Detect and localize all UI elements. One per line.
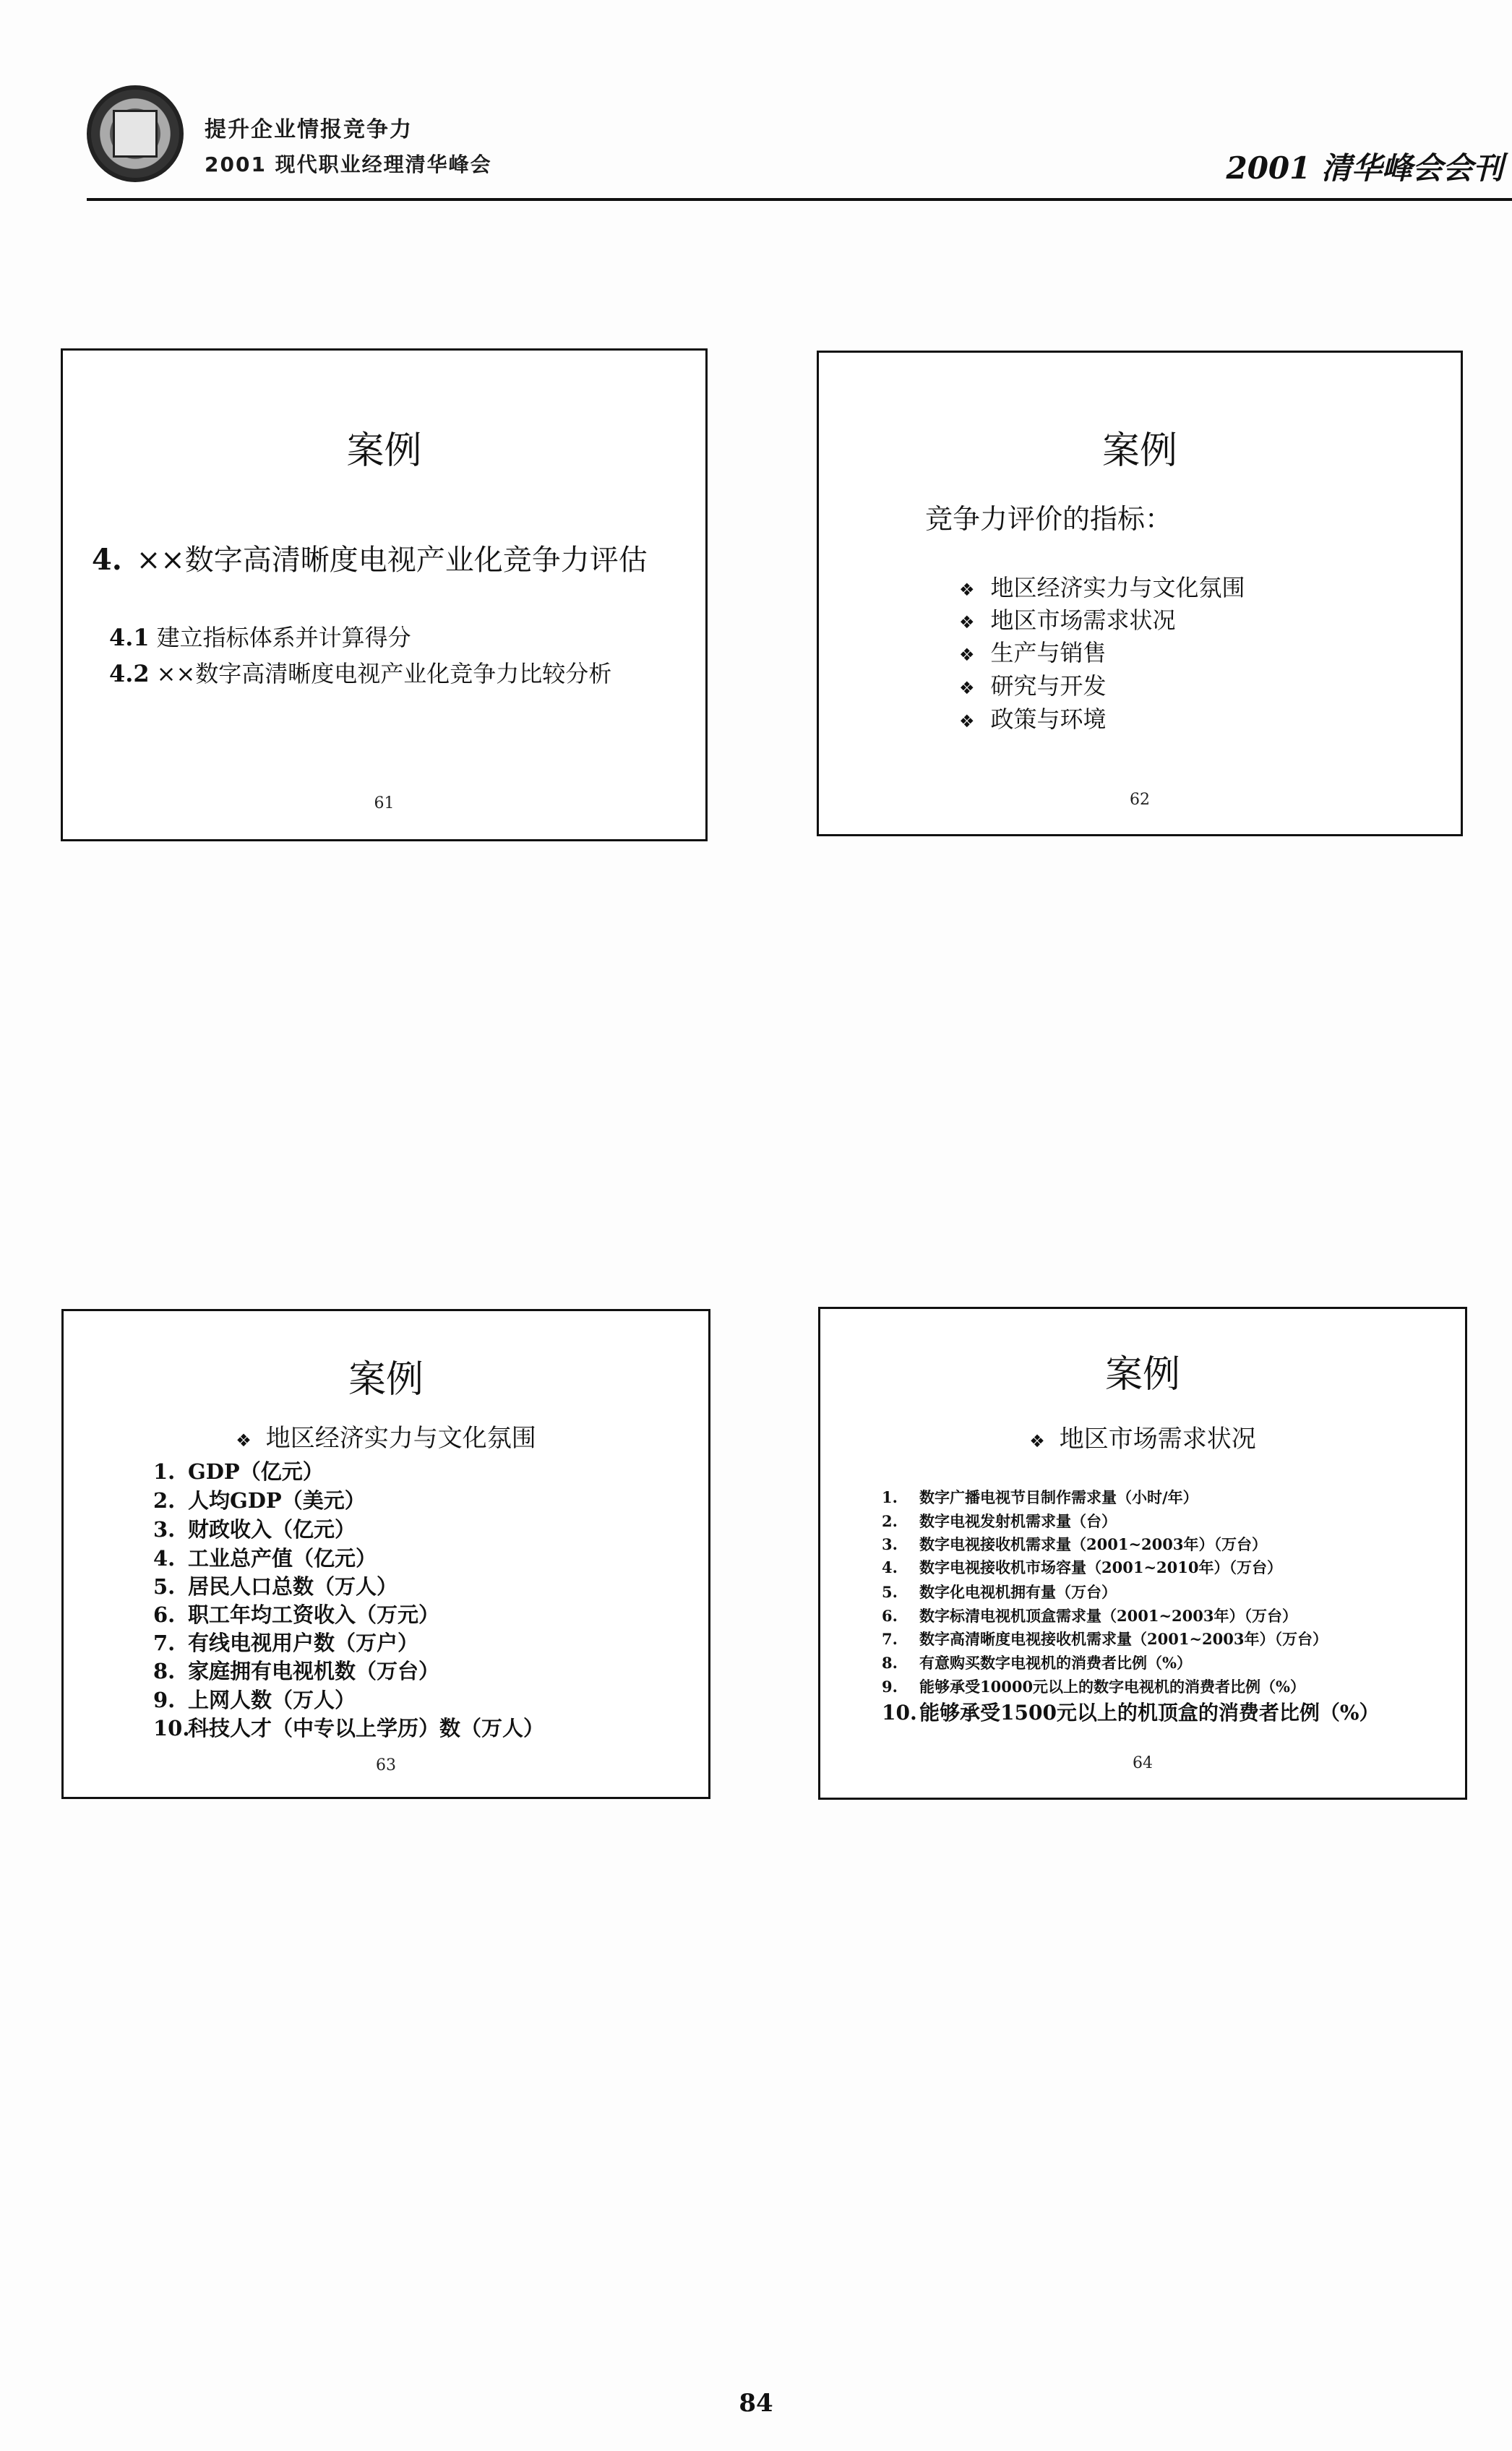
list-item-number: 8. — [882, 1654, 898, 1672]
list-item-number: 7. — [153, 1631, 176, 1655]
list-item — [153, 1456, 324, 1485]
list-item — [959, 701, 1107, 734]
list-item-text: 居民人口总数（万人） — [188, 1574, 398, 1599]
list-item-number: 1. — [882, 1488, 898, 1506]
list-item — [959, 635, 1107, 668]
list-item-text: 政策与环境 — [990, 705, 1107, 733]
list-item-text: 家庭拥有电视机数（万台） — [188, 1659, 440, 1683]
page-header — [0, 0, 1512, 210]
list-item-text: 数字电视发射机需求量（台） — [919, 1512, 1117, 1530]
list-item-text: 研究与开发 — [990, 672, 1107, 700]
slide-main-item — [92, 537, 648, 578]
list-item-text: 数字标清电视机顶盒需求量（2001~2003年）（万台） — [919, 1607, 1297, 1625]
slide-heading — [820, 1419, 1465, 1454]
list-item-number: 4. — [882, 1558, 898, 1576]
list-item-text: GDP（亿元） — [188, 1459, 324, 1484]
list-item-number: 6. — [882, 1607, 898, 1625]
list-item-text: 人均GDP（美元） — [188, 1488, 366, 1513]
slide-heading — [64, 1418, 708, 1454]
slide-number: 61 — [374, 794, 395, 812]
slide-heading-text: 地区经济实力与文化氛围 — [265, 1424, 536, 1453]
list-item-text: 生产与销售 — [990, 639, 1107, 666]
list-item-number: 9. — [153, 1688, 176, 1712]
sub-item-number: 4.2 — [109, 660, 150, 687]
header-divider — [87, 198, 1512, 201]
header-subtitle: 提升企业情报竞争力 — [205, 117, 413, 142]
sub-item-text: ××数字高清晰度电视产业化竞争力比较分析 — [156, 660, 612, 687]
slide-number: 62 — [1130, 791, 1150, 809]
list-item-number: 2. — [153, 1488, 176, 1513]
list-item-number: 5. — [882, 1583, 898, 1601]
list-item-text: 工业总产值（亿元） — [188, 1546, 377, 1571]
list-item — [882, 1533, 1267, 1555]
list-item-number: 6. — [153, 1602, 176, 1627]
list-item — [153, 1542, 377, 1572]
list-item-number: 7. — [882, 1630, 898, 1648]
list-item-number: 9. — [882, 1678, 898, 1696]
list-item — [882, 1652, 1192, 1673]
list-item — [153, 1571, 398, 1600]
list-item — [153, 1599, 439, 1628]
slide-heading-text: 地区市场需求状况 — [1059, 1425, 1256, 1454]
list-item-number: 3. — [153, 1517, 176, 1542]
list-item — [959, 570, 1245, 603]
list-item-text: 有线电视用户数（万户） — [188, 1631, 419, 1655]
slide-title: 案例 — [1101, 429, 1177, 473]
slide-title: 案例 — [348, 1358, 424, 1402]
list-item-text: 数字化电视机拥有量（万台） — [919, 1583, 1117, 1601]
slide-number: 64 — [1133, 1754, 1153, 1772]
list-item — [959, 668, 1107, 701]
list-item — [882, 1510, 1117, 1532]
list-item-text: 能够承受10000元以上的数字电视机的消费者比例（%） — [919, 1678, 1306, 1696]
diamond-bullet-icon: ❖ — [959, 612, 975, 632]
list-item — [153, 1655, 439, 1685]
list-item-number: 3. — [882, 1535, 898, 1553]
list-item-number: 5. — [153, 1574, 176, 1599]
list-item-text: 有意购买数字电视机的消费者比例（%） — [919, 1654, 1192, 1672]
tsinghua-emblem-logo — [87, 85, 184, 182]
slide-title: 案例 — [1104, 1353, 1180, 1396]
list-item — [882, 1581, 1117, 1602]
list-item-number: 8. — [153, 1659, 176, 1683]
list-item — [882, 1605, 1297, 1626]
list-item — [882, 1697, 1380, 1726]
list-item — [882, 1675, 1305, 1697]
main-item-text: ××数字高清晰度电视产业化竞争力评估 — [136, 544, 648, 577]
slide-sub-item — [109, 656, 611, 689]
slide-intro-text: 竞争力评价的指标： — [925, 503, 1173, 535]
list-item-text: 数字高清晰度电视接收机需求量（2001~2003年）（万台） — [919, 1630, 1328, 1648]
page-number: 84 — [739, 2389, 773, 2418]
list-item-number: 1. — [153, 1459, 176, 1484]
list-item — [882, 1628, 1328, 1649]
diamond-bullet-icon: ❖ — [236, 1430, 252, 1451]
list-item — [153, 1627, 418, 1657]
list-item-text: 地区市场需求状况 — [990, 606, 1176, 634]
main-item-number: 4. — [92, 543, 122, 577]
list-item — [153, 1712, 544, 1742]
list-item-text: 职工年均工资收入（万元） — [188, 1602, 440, 1627]
list-item-text: 数字电视接收机市场容量（2001~2010年）（万台） — [919, 1558, 1282, 1576]
list-item — [153, 1485, 366, 1514]
diamond-bullet-icon: ❖ — [959, 645, 975, 665]
list-item — [153, 1514, 356, 1543]
diamond-bullet-icon: ❖ — [959, 711, 975, 731]
list-item-text: 地区经济实力与文化氛围 — [990, 574, 1245, 601]
header-publication-title: 2001 清华峰会会刊 — [1226, 150, 1503, 186]
header-event-name: 2001 现代职业经理清华峰会 — [205, 153, 492, 176]
list-item — [153, 1684, 356, 1714]
emblem-gate-icon — [113, 110, 158, 158]
list-item — [882, 1556, 1282, 1578]
list-item-number: 10. — [153, 1716, 190, 1740]
slide-61 — [61, 348, 708, 841]
diamond-bullet-icon: ❖ — [959, 678, 975, 698]
list-item-text: 数字电视接收机需求量（2001~2003年）（万台） — [919, 1535, 1267, 1553]
slide-title: 案例 — [346, 429, 422, 473]
list-item-text: 能够承受1500元以上的机顶盒的消费者比例（%） — [919, 1701, 1380, 1725]
list-item-number: 2. — [882, 1512, 898, 1530]
list-item — [959, 602, 1176, 635]
list-item-number: 4. — [153, 1546, 176, 1571]
slide-62 — [817, 351, 1463, 836]
list-item — [882, 1486, 1198, 1508]
slide-sub-item — [109, 619, 411, 653]
list-item-text: 数字广播电视节目制作需求量（小时/年） — [919, 1488, 1198, 1506]
slide-63 — [61, 1309, 710, 1799]
list-item-number: 10. — [882, 1701, 917, 1725]
sub-item-text: 建立指标体系并计算得分 — [156, 624, 411, 651]
sub-item-number: 4.1 — [109, 624, 150, 651]
slide-number: 63 — [376, 1756, 396, 1774]
list-item-text: 上网人数（万人） — [188, 1688, 356, 1712]
diamond-bullet-icon: ❖ — [1029, 1431, 1045, 1451]
list-item-text: 科技人才（中专以上学历）数（万人） — [188, 1716, 545, 1740]
slide-64 — [818, 1307, 1467, 1800]
list-item-text: 财政收入（亿元） — [188, 1517, 356, 1542]
diamond-bullet-icon: ❖ — [959, 580, 975, 600]
